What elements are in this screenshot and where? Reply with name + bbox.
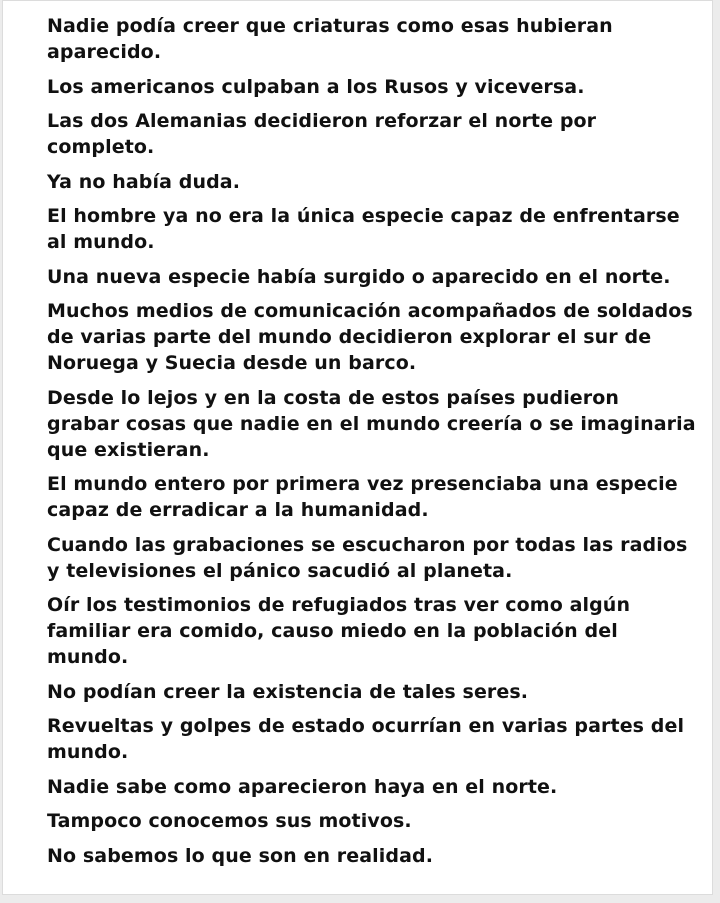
paragraph: Desde lo lejos y en la costa de estos países pudieron grabar cosas que nadie en el mundo creería o se imaginaria que existieran.	[47, 386, 696, 461]
paragraph: Oír los testimonios de refugiados tras ver como algún familiar era comido, causo miedo en la población del mundo.	[47, 594, 631, 668]
paragraph: Los americanos culpaban a los Rusos y viceversa.	[47, 75, 585, 98]
paragraph: Cuando las grabaciones se escucharon por todas las radios y televisiones el pánico sacudió al planeta.	[47, 533, 688, 582]
paragraph: Revueltas y golpes de estado ocurrían en varias partes del mundo.	[47, 715, 685, 763]
paragraph: Las dos Alemanias decidieron reforzar el norte por completo.	[47, 110, 597, 158]
paragraph: Tampoco conocemos sus motivos.	[47, 810, 412, 832]
paragraph: El hombre ya no era la única especie capaz de enfrentarse al mundo.	[47, 205, 680, 253]
paragraph: Una nueva especie había surgido o aparecido en el norte.	[47, 265, 671, 288]
document-page	[2, 0, 713, 895]
paragraph: Nadie sabe como aparecieron haya en el norte.	[47, 775, 558, 798]
paragraph: No sabemos lo que son en realidad.	[47, 844, 434, 867]
paragraph: Ya no había duda.	[47, 170, 241, 193]
paragraph: Nadie podía creer que criaturas como esas hubieran aparecido.	[47, 15, 613, 63]
paragraph: No podían creer la existencia de tales seres.	[47, 680, 529, 703]
paragraph: Muchos medios de comunicación acompañados de soldados de varias parte del mundo decidieron explorar el sur de Noruega y Suecia desde un barco.	[47, 300, 693, 374]
paragraph: El mundo entero por primera vez presenciaba una especie capaz de erradicar a la humanidad.	[47, 473, 678, 521]
text-body	[47, 13, 697, 877]
